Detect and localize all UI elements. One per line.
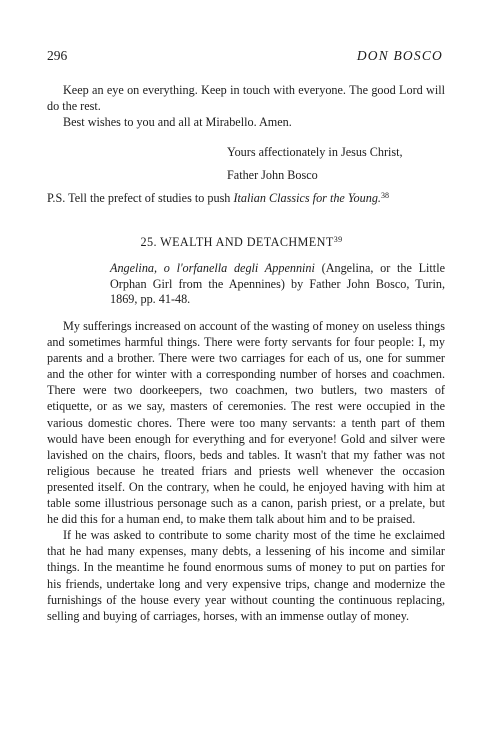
footnote-ref: 38	[380, 191, 389, 200]
ps-book-title: Italian Classics for the Young.	[233, 191, 381, 205]
letter-signature: Father John Bosco	[227, 168, 318, 182]
letter-paragraph: Best wishes to you and all at Mirabello. Amen.	[63, 115, 292, 130]
source-title: Angelina, o l'orfanella degli Appennini	[110, 261, 315, 275]
section-heading	[0, 235, 483, 250]
main-text	[47, 318, 445, 624]
section-heading-text: 25. WEALTH AND DETACHMENT	[140, 235, 334, 249]
body-paragraph: If he was asked to contribute to some charity most of the time he exclaimed that he had many expenses, many debts, a lessening of his income and similar things. In the meantime he found enormous sums of money to put on parties for his friends, undertake long and very expensive trips, change and modernize the furnishings of the house every year without counting the continuous replacing, selling and buying of carriages, horses, with an immense outlay of money.	[47, 528, 445, 623]
running-title: DON BOSCO	[356, 48, 443, 63]
letter-paragraph: Keep an eye on everything. Keep in touch with everyone. The good Lord will do the rest.	[47, 83, 445, 114]
source-details: (Angelina, or the Little Orphan Girl from the Apennines) by Father John Bosco, Turin, 1869, pp. 41-48.	[110, 261, 445, 306]
footnote-ref: 39	[333, 235, 343, 244]
letter-closing: Yours affectionately in Jesus Christ,	[227, 145, 403, 159]
source-citation	[110, 261, 445, 308]
letter-body	[47, 82, 445, 130]
page-header	[47, 48, 443, 64]
ps-text: P.S. Tell the prefect of studies to push	[47, 191, 234, 205]
page-number: 296	[47, 48, 68, 63]
postscript	[47, 190, 445, 206]
body-paragraph: My sufferings increased on account of the wasting of money on useless things and sometimes harmful things. There were forty servants for four people: I, my parents and a brother. There were two carriages for each of us, one for summer and the other for winter with a corresponding number of horses and coachmen. There were two doorkeepers, two coachmen, two butlers, two masters of etiquette, or as we say, masters of ceremonies. The rest were occupied in the various domestic chores. There were too many servants: a tenth part of them would have been enough for everything and for everyone! Gold and silver were lavished on the chairs, floors, beds and tables. It wasn't that my father was not religious because he treated friars and priests well whenever the occasion presented itself. On the contrary, when he could, he enjoyed having with him at table some illustrious personage such as a canon, parish priest, or a prelate, but he did this for a human end, to make them talk about him and to be praised.	[47, 319, 445, 527]
